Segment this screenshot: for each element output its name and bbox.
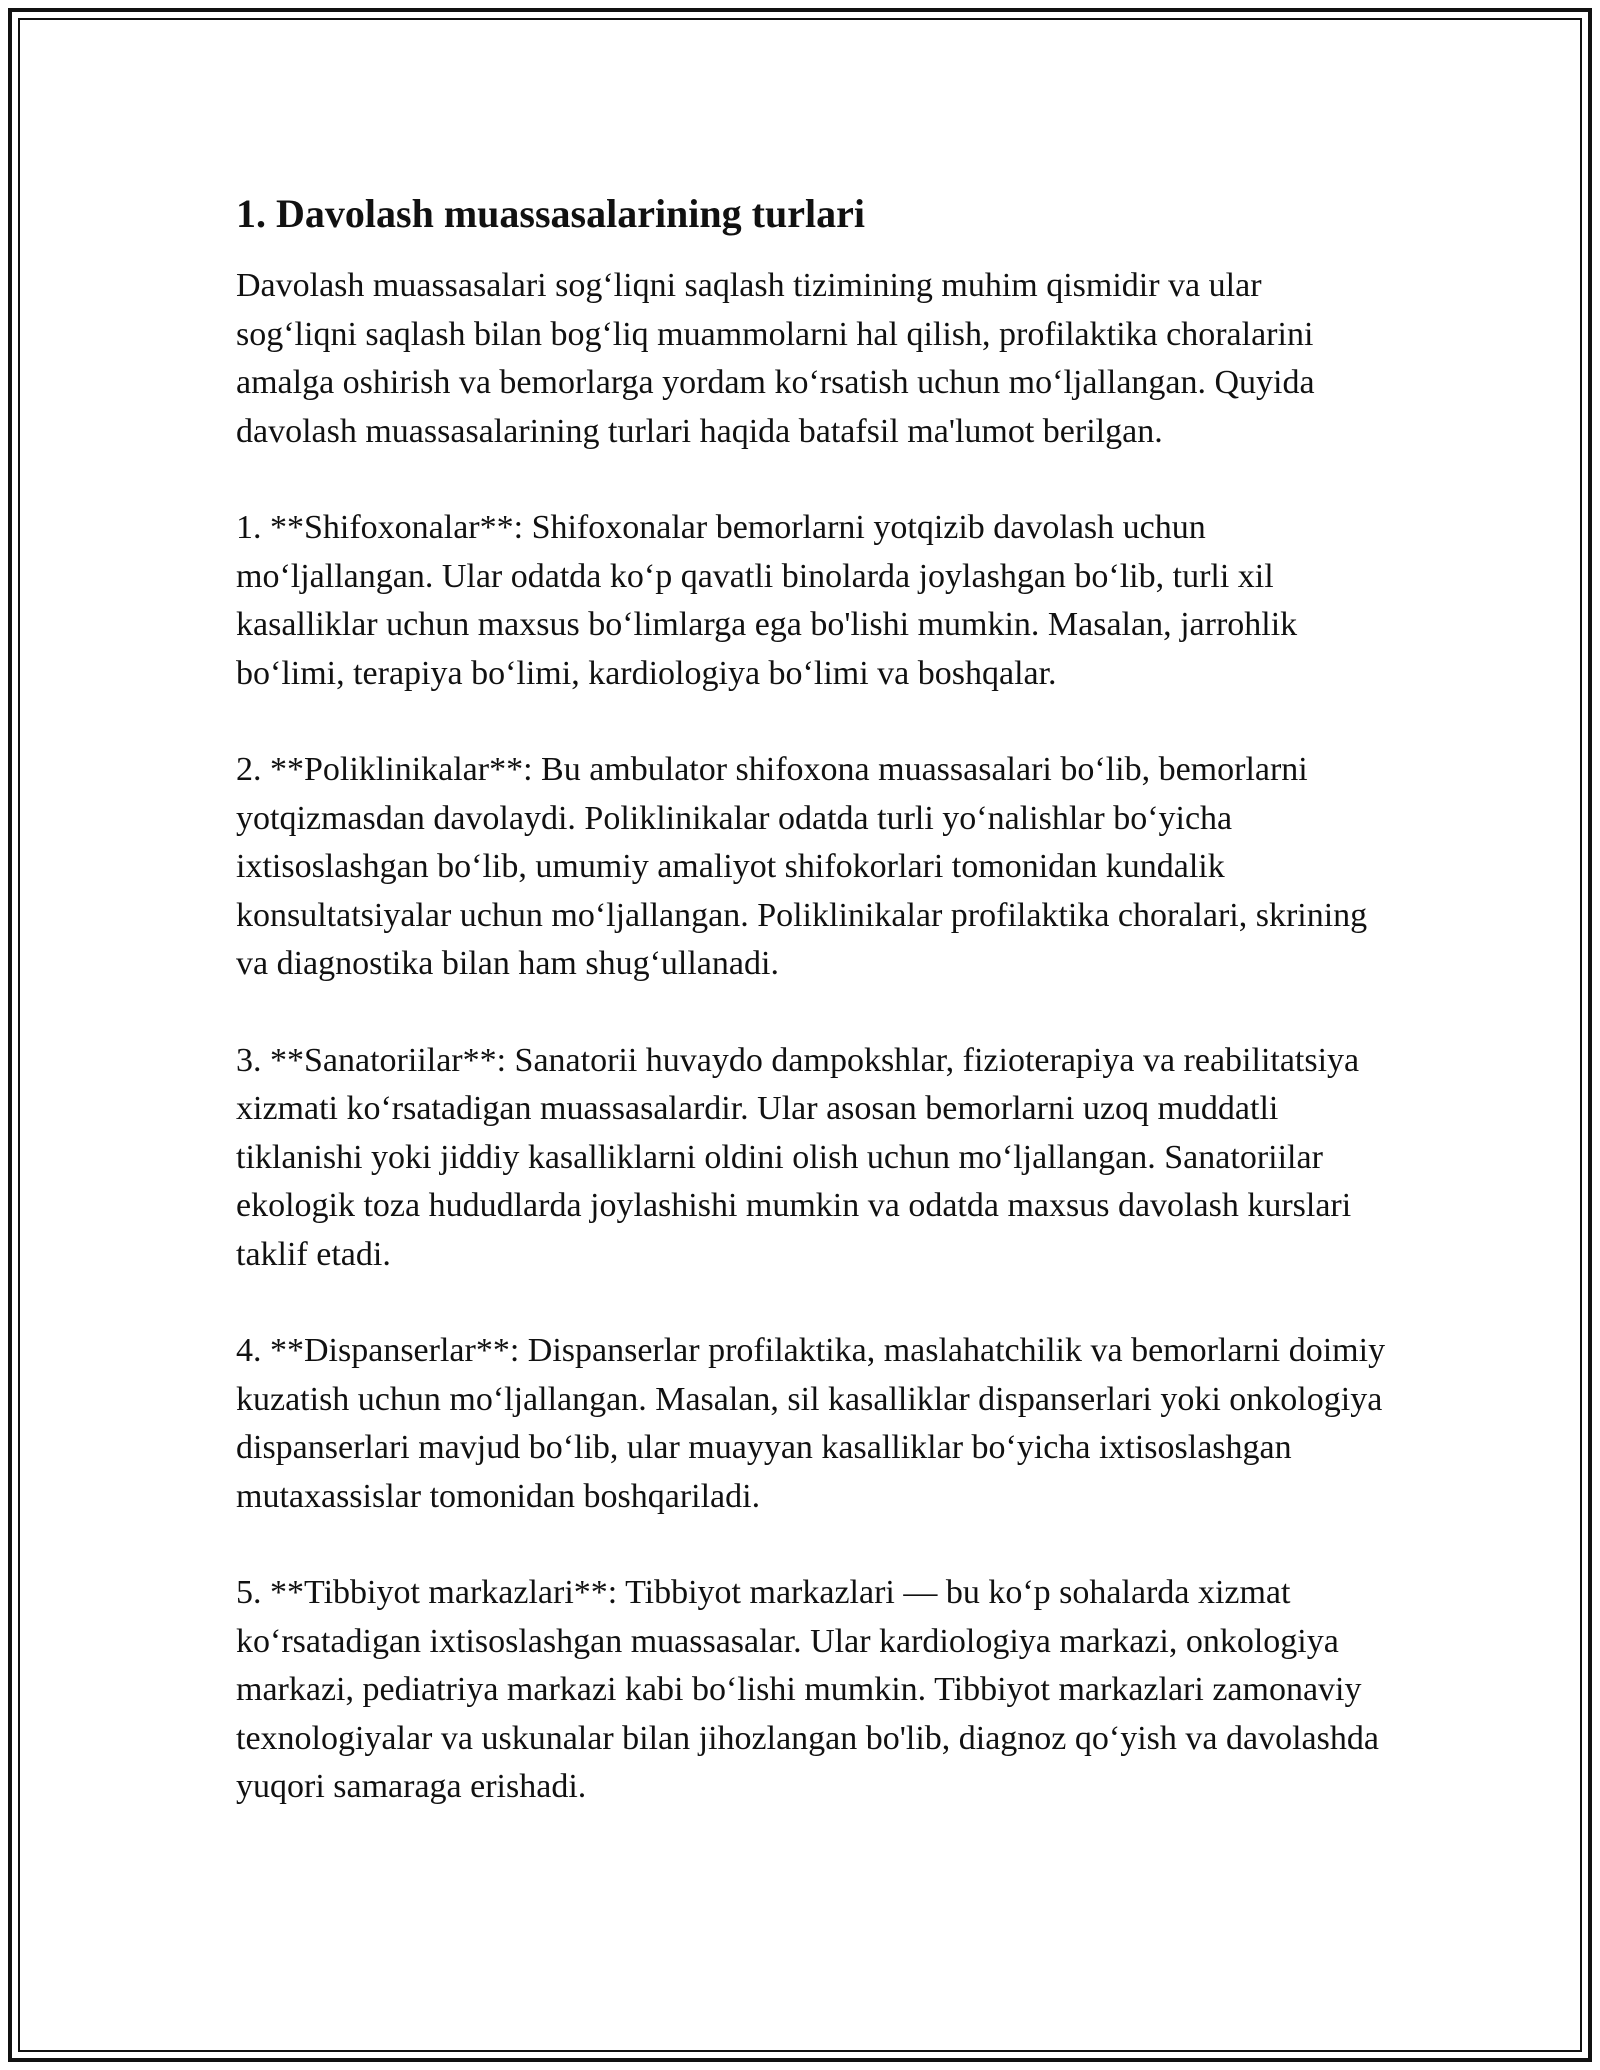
paragraph-shifoxonalar: 1. **Shifoxonalar**: Shifoxonalar bemorlarni yotqizib davolash uchun mo‘ljallangan. Ular odatda ko‘p qavatli binolarda joylashgan bo‘lib, turli xil kasalliklar uchun maxsus bo‘limlarga ega bo'lishi mumkin. Masalan, jarrohlik bo‘limi, terapiya bo‘limi, kardiologiya bo‘limi va boshqalar. xyxy=(236,509,1298,692)
paragraph-dispanserlar: 4. **Dispanserlar**: Dispanserlar profilaktika, maslahatchilik va bemorlarni doimiy kuzatish uchun mo‘ljallangan. Masalan, sil kasalliklar dispanserlari yoki onkologiya dispanserlari mavjud bo‘lib, ular muayyan kasalliklar bo‘yicha ixtisoslashgan mutaxassislar tomonidan boshqariladi. xyxy=(236,1332,1386,1515)
paragraph-poliklinikalar: 2. **Poliklinikalar**: Bu ambulator shifoxona muassasalari bo‘lib, bemorlarni yotqizmasdan davolaydi. Poliklinikalar odatda turli yo‘nalishlar bo‘yicha ixtisoslashgan bo‘lib, umumiy amaliyot shifokorlari tomonidan kundalik konsultatsiyalar uchun mo‘ljallangan. Poliklinikalar profilaktika choralari, skrining va diagnostika bilan ham shug‘ullanadi. xyxy=(236,751,1368,982)
document-title: 1. Davolash muassasalarining turlari xyxy=(236,191,865,236)
document-body xyxy=(236,188,1386,1860)
intro-paragraph: Davolash muassasalari sog‘liqni saqlash tizimining muhim qismidir va ular sog‘liqni saqlash bilan bog‘liq muammolarni hal qilish, profilaktika choralarini amalga oshirish va bemorlarga yordam ko‘rsatish uchun mo‘ljallangan. Quyida davolash muassasalarining turlari haqida batafsil ma'lumot berilgan. xyxy=(236,267,1315,450)
paragraph-sanatoriilar: 3. **Sanatoriilar**: Sanatorii huvaydo dampokshlar, fizioterapiya va reabilitatsiya xizmati ko‘rsatadigan muassasalardir. Ular asosan bemorlarni uzoq muddatli tiklanishi yoki jiddiy kasalliklarni oldini olish uchun mo‘ljallangan. Sanatoriilar ekologik toza hududlarda joylashishi mumkin va odatda maxsus davolash kurslari taklif etadi. xyxy=(236,1041,1360,1273)
paragraph-tibbiyot-markazlari: 5. **Tibbiyot markazlari**: Tibbiyot markazlari — bu ko‘p sohalarda xizmat ko‘rsatadigan ixtisoslashgan muassasalar. Ular kardiologiya markazi, onkologiya markazi, pediatriya markazi kabi bo‘lishi mumkin. Tibbiyot markazlari zamonaviy texnologiyalar va uskunalar bilan jihozlangan bo'lib, diagnoz qo‘yish va davolashda yuqori samaraga erishadi. xyxy=(236,1574,1379,1805)
